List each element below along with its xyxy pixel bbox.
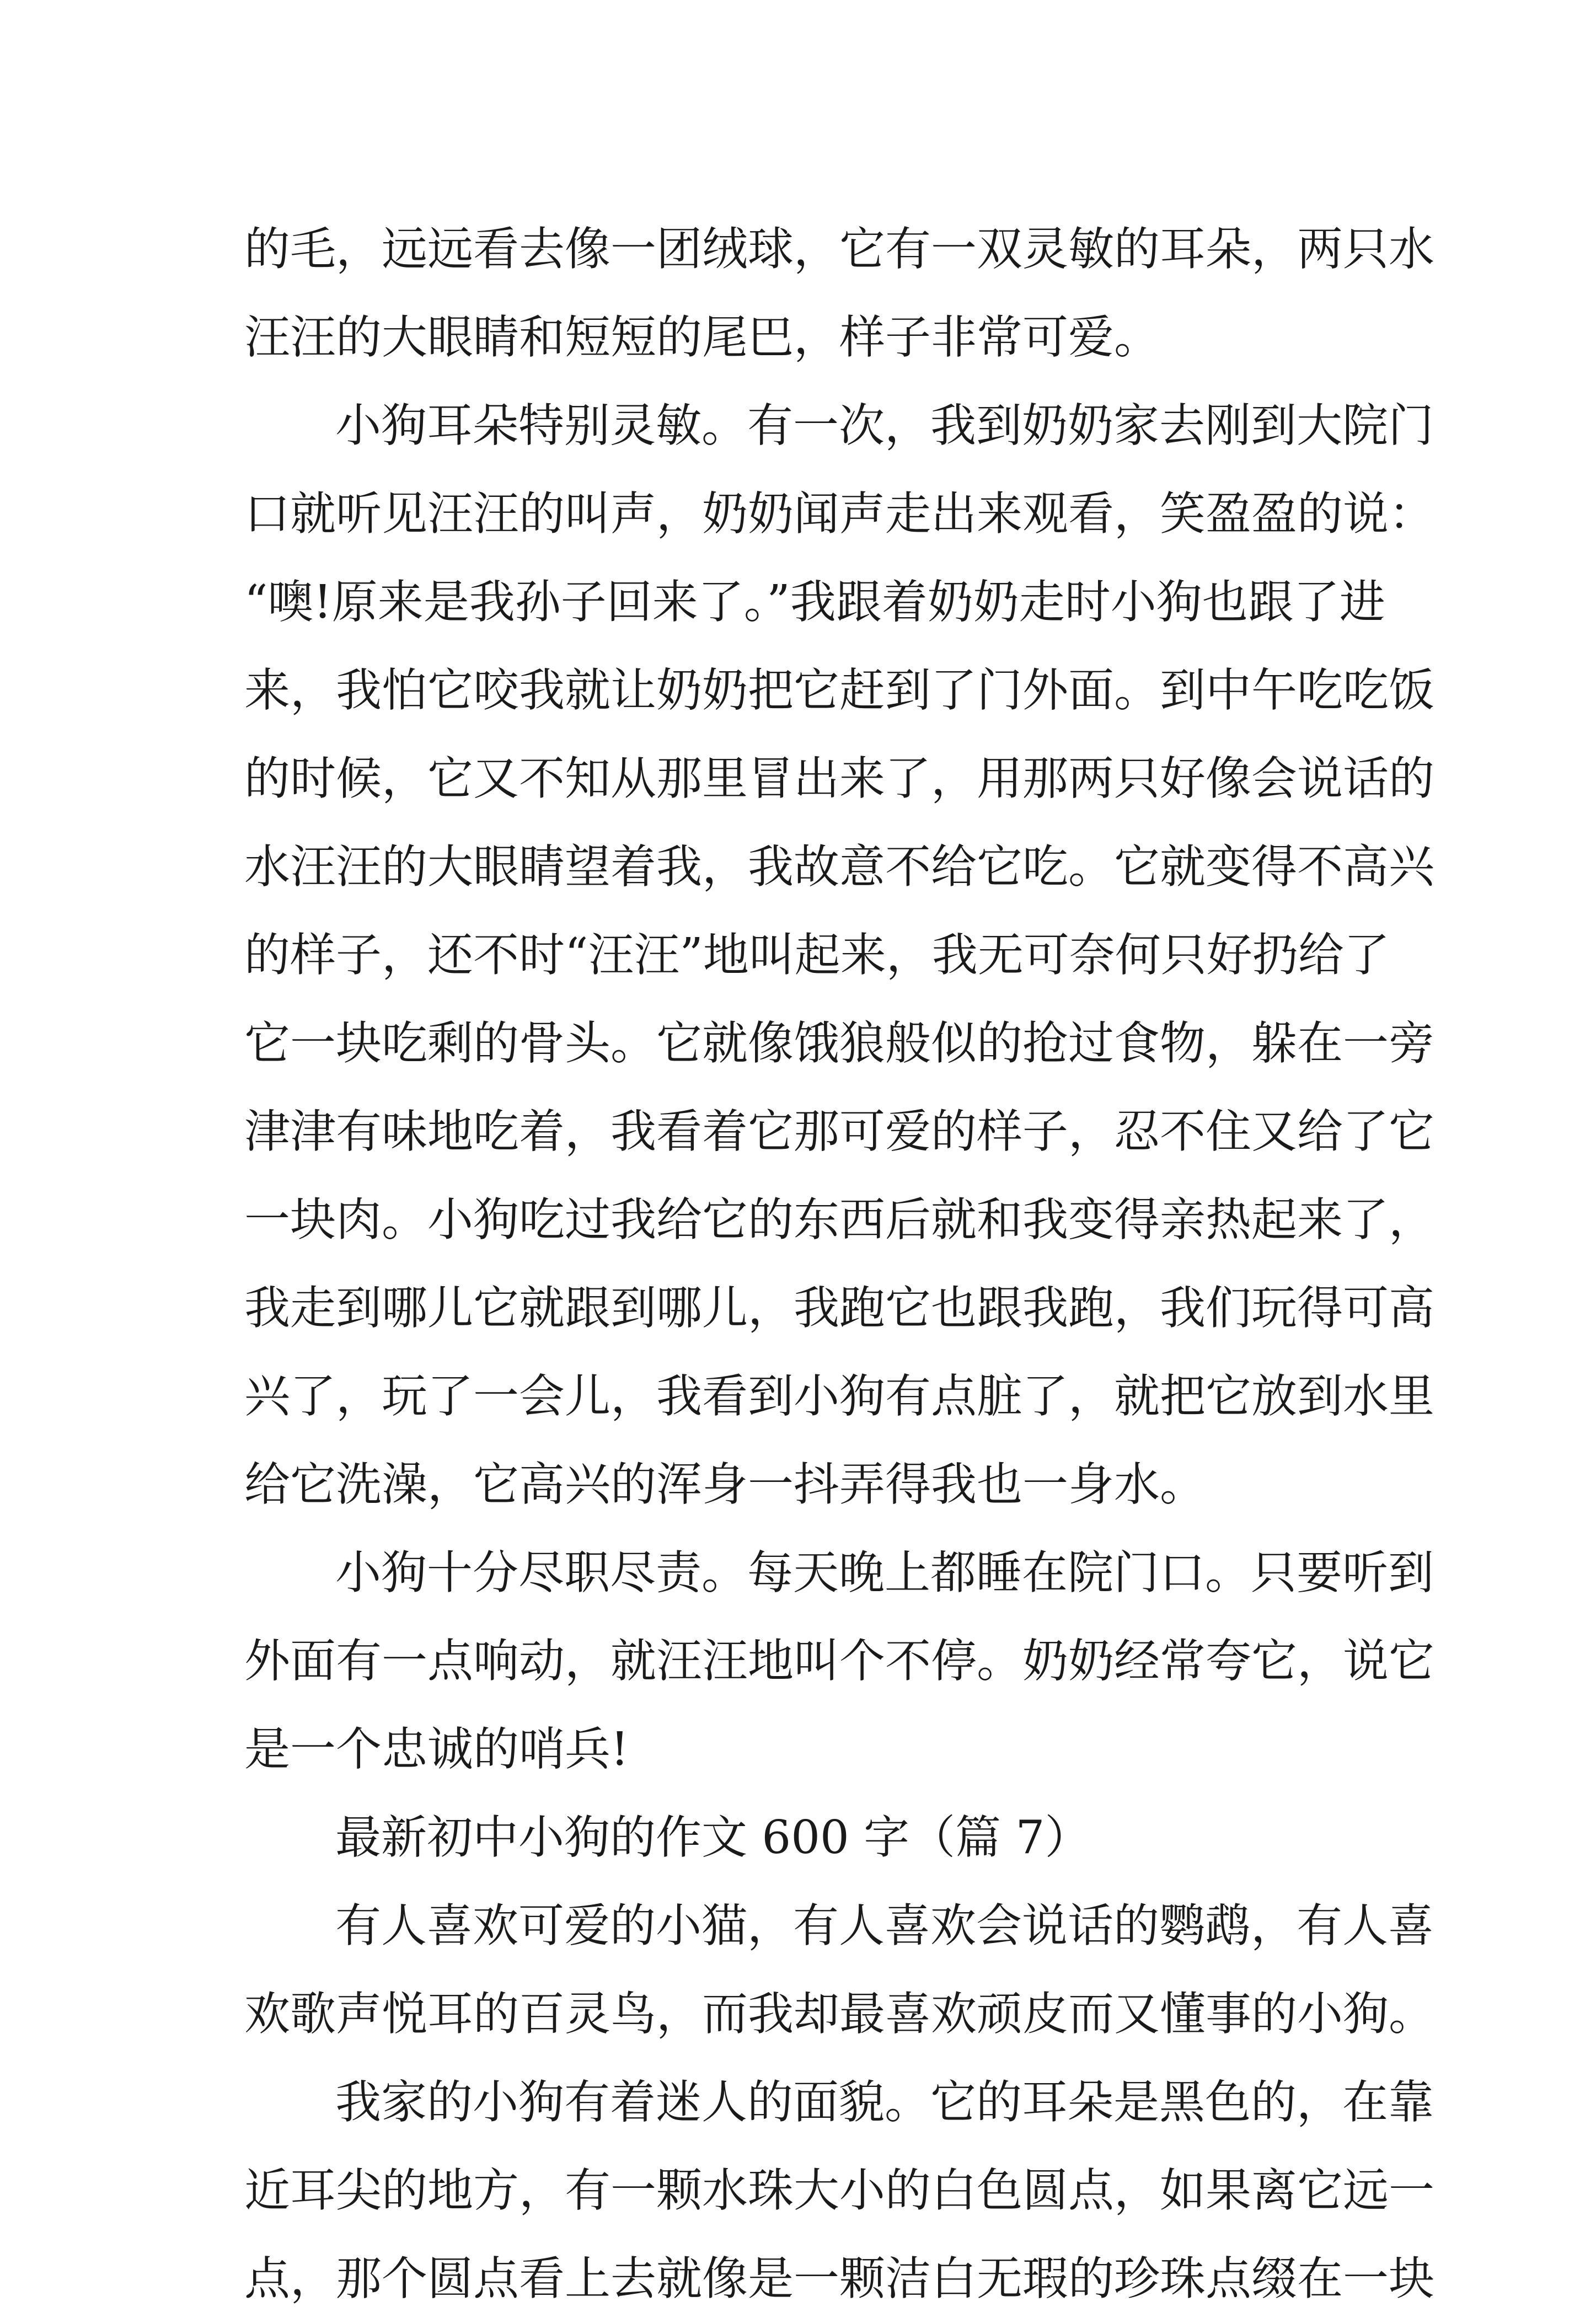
- text-line: 小狗十分尽职尽责。每天晚上都睡在院门口。只要听到: [335, 1546, 1434, 1599]
- body-text: [244, 205, 1434, 2323]
- text-line: 的时候，它又不知从那里冒出来了，用那两只好像会说话的: [244, 752, 1434, 805]
- text-line: 是一个忠诚的哨兵!: [244, 1722, 629, 1776]
- text-line: 兴了，玩了一会儿，我看到小狗有点脏了，就把它放到水里: [244, 1369, 1434, 1423]
- text-line: 的样子，还不时“汪汪”地叫起来，我无可奈何只好扔给了: [244, 928, 1390, 982]
- text-line: 我走到哪儿它就跟到哪儿，我跑它也跟我跑，我们玩得可高: [244, 1281, 1434, 1335]
- text-line: 欢歌声悦耳的百灵鸟，而我却最喜欢顽皮而又懂事的小狗。: [244, 1987, 1434, 2041]
- text-line: 它一块吃剩的骨头。它就像饿狼般似的抢过食物，躲在一旁: [244, 1016, 1434, 1070]
- text-line: “噢!原来是我孙子回来了。”我跟着奶奶走时小狗也跟了进: [244, 575, 1385, 629]
- text-line: 给它洗澡，它高兴的浑身一抖弄得我也一身水。: [244, 1458, 1206, 1511]
- text-line: 汪汪的大眼睛和短短的尾巴，样子非常可爱。: [244, 311, 1160, 364]
- text-line: 我家的小狗有着迷人的面貌。它的耳朵是黑色的，在靠: [335, 2075, 1434, 2129]
- section-heading: 最新初中小狗的作文 600 字（篇 7）: [335, 1811, 1091, 1864]
- text-line: 来，我怕它咬我就让奶奶把它赶到了门外面。到中午吃吃饭: [244, 663, 1434, 717]
- text-line: 口就听见汪汪的叫声，奶奶闻声走出来观看，笑盈盈的说：: [244, 487, 1434, 540]
- text-line: 外面有一点响动，就汪汪地叫个不停。奶奶经常夸它，说它: [244, 1634, 1434, 1688]
- text-line: 水汪汪的大眼睛望着我，我故意不给它吃。它就变得不高兴: [244, 840, 1434, 893]
- text-line: 一块肉。小狗吃过我给它的东西后就和我变得亲热起来了，: [244, 1193, 1434, 1246]
- text-line: 津津有味地吃着，我看着它那可爱的样子，忍不住又给了它: [244, 1105, 1434, 1158]
- text-line: 有人喜欢可爱的小猫，有人喜欢会说话的鹦鹉，有人喜: [335, 1899, 1434, 1952]
- text-line: 近耳尖的地方，有一颗水珠大小的白色圆点，如果离它远一: [244, 2164, 1434, 2217]
- text-line: 的毛，远远看去像一团绒球，它有一双灵敏的耳朵，两只水: [244, 222, 1434, 276]
- text-line: 小狗耳朵特别灵敏。有一次，我到奶奶家去刚到大院门: [335, 399, 1434, 452]
- text-line: 点，那个圆点看上去就像是一颗洁白无瑕的珍珠点缀在一块: [244, 2252, 1434, 2305]
